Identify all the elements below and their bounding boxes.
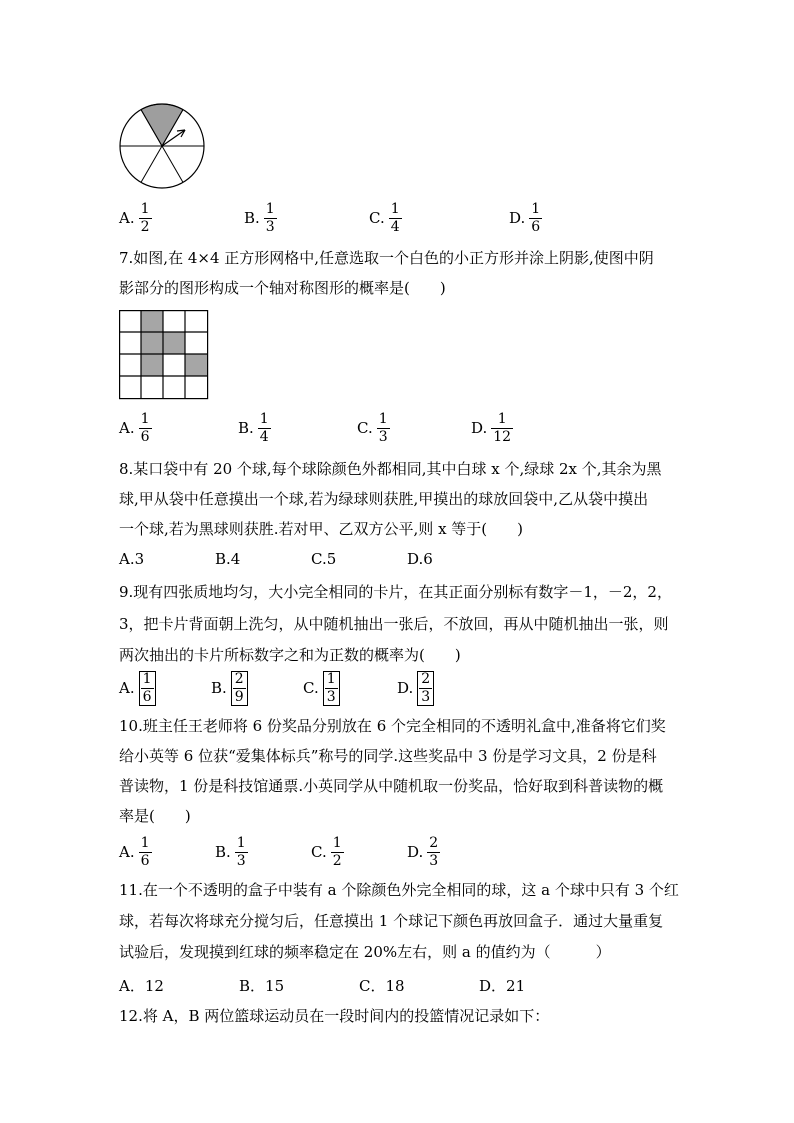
q9-text-line2: 3，把卡片背面朝上洗匀，从中随机抽出一张后，不放回，再从中随机抽出一张，则 [119,615,669,633]
q12-text-line1: 12.将 A，B 两位篮球运动员在一段时间内的投篮情况记录如下： [119,1007,550,1025]
q6-option-d[interactable]: D. $\frac{1}{6}$ [509,200,541,235]
q11-option-b[interactable]: B．15 [239,977,285,995]
q10-option-b[interactable]: B. $\frac{1}{3}$ [215,834,246,869]
q9-option-d[interactable]: D. $\frac{2}{3}$ [397,670,434,706]
q10-text-line4: 率是( ) [119,807,191,825]
q6-option-c[interactable]: C. $\frac{1}{4}$ [369,200,400,235]
q11-text-line1: 11.在一个不透明的盒子中装有 a 个除颜色外完全相同的球，这 a 个球中只有 3 个红 [119,881,679,899]
q11-options [119,975,569,995]
q7-option-c[interactable]: C. $\frac{1}{3}$ [357,410,388,445]
q11-option-d[interactable]: D．21 [479,977,526,995]
q8-option-b[interactable]: B.4 [215,550,241,568]
q8-option-a[interactable]: A.3 [119,550,145,568]
q10-text-line1: 10.班主任王老师将 6 份奖品分别放在 6 个完全相同的不透明礼盒中,准备将它们奖 [119,717,666,735]
q6-option-b[interactable]: B. $\frac{1}{3}$ [244,200,275,235]
q11-option-a[interactable]: A．12 [119,977,164,995]
q7-option-d[interactable]: D. $\frac{1}{12}$ [471,410,512,445]
q10-option-c[interactable]: C. $\frac{1}{2}$ [311,834,342,869]
q9-option-c[interactable]: C. $\frac{1}{3}$ [303,670,340,706]
q10-text-line2: 给小英等 6 位获“爱集体标兵”称号的同学.这些奖品中 3 份是学习文具，2 份是科 [119,747,657,765]
q9-option-a[interactable]: A. $\frac{1}{6}$ [119,670,156,706]
q10-option-a[interactable]: A. $\frac{1}{6}$ [119,834,150,869]
spinner-figure [119,103,205,189]
q11-text-line2: 球，若每次将球充分搅匀后，任意摸出 1 个球记下颜色再放回盒子．通过大量重复 [119,912,664,930]
q10-option-d[interactable]: D. $\frac{2}{3}$ [407,834,439,869]
q9-text-line1: 9.现有四张质地均匀，大小完全相同的卡片，在其正面分别标有数字－1，－2，2， [119,583,672,601]
q7-text-line1: 7.如图,在 4×4 正方形网格中,任意选取一个白色的小正方形并涂上阴影,使图中阴 [119,249,654,267]
q7-option-a[interactable]: A. $\frac{1}{6}$ [119,410,150,445]
q11-text-line3: 试验后，发现摸到红球的频率稳定在 20%左右，则 a 的值约为（ ） [119,943,611,961]
q9-text-line3: 两次抽出的卡片所标数字之和为正数的概率为( ) [119,646,461,664]
grid-figure [119,310,209,400]
q6-option-a[interactable]: A. $\frac{1}{2}$ [119,200,150,235]
q8-text-line3: 一个球,若为黑球则获胜.若对甲、乙双方公平,则 x 等于( ) [119,520,524,538]
q11-option-c[interactable]: C．18 [359,977,405,995]
q7-text-line2: 影部分的图形构成一个轴对称图形的概率是( ) [119,279,446,297]
q7-option-b[interactable]: B. $\frac{1}{4}$ [238,410,269,445]
q8-text-line1: 8.某口袋中有 20 个球,每个球除颜色外都相同,其中白球 x 个,绿球 2x 个,其余为黑 [119,460,662,478]
q8-options [119,550,519,570]
q8-text-line2: 球,甲从袋中任意摸出一个球,若为绿球则获胜,甲摸出的球放回袋中,乙从袋中摸出 [119,490,649,508]
q8-option-c[interactable]: C.5 [311,550,337,568]
q8-option-d[interactable]: D.6 [407,550,433,568]
q9-option-b[interactable]: B. $\frac{2}{9}$ [211,670,248,706]
q10-text-line3: 普读物，1 份是科技馆通票.小英同学从中随机取一份奖品，恰好取到科普读物的概 [119,777,664,795]
